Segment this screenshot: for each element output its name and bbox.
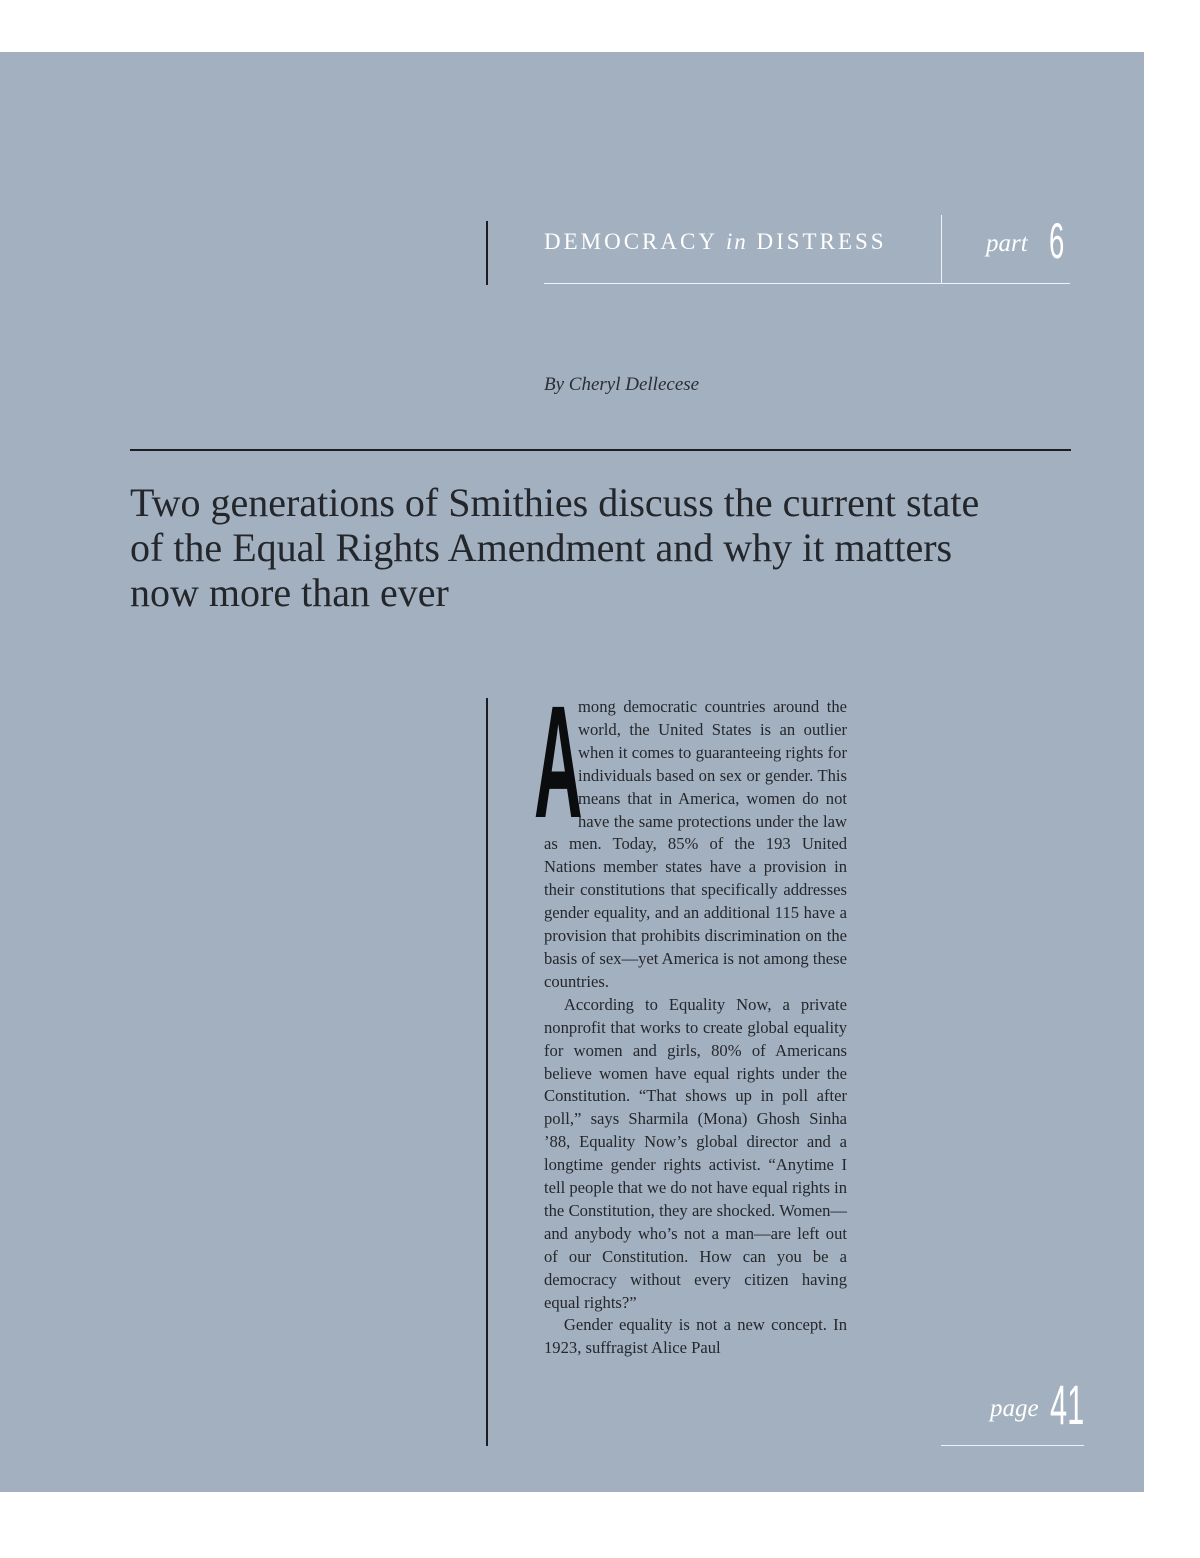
- part-divider: [941, 215, 942, 283]
- headline: Two generations of Smithies discuss the current state of the Equal Rights Amendment and why it matters now more than ever: [130, 480, 980, 615]
- paragraph-1-text: mong democratic countries around the world, the United States is an outlier when it comes to guaranteeing rights for individuals based on sex or gender. This means that in America, women do not have the same protections under the law as men. Today, 85% of the 193 United Nations member states have a provision in their constitutions that specifically addresses gender equality, and an additional 115 have a provision that prohibits discrimination on the basis of sex—yet America is not among these countries.: [544, 697, 847, 991]
- section-title: [544, 229, 887, 255]
- drop-cap: A: [534, 672, 583, 851]
- page-number-underline: [941, 1445, 1084, 1446]
- header-underline: [544, 283, 1070, 284]
- body-paragraph-3: Gender equality is not a new concept. In 1923, suffragist Alice Paul: [544, 1315, 847, 1358]
- part-label: part: [986, 230, 1028, 257]
- byline: By Cheryl Dellecese: [544, 374, 700, 395]
- article-body: [534, 672, 847, 1360]
- section-title-word-2: DISTRESS: [756, 229, 887, 254]
- page-number: 41: [1050, 1373, 1085, 1436]
- body-paragraph-2: According to Equality Now, a private nonprofit that works to create global equality for women and girls, 80% of Americans believe women have equal rights under the Constitution. “That shows up in poll after poll,” says Sharmila (Mona) Ghosh Sinha ’88, Equality Now’s global director and a longtime gender rights activist. “Anytime I tell people that we do not have equal rights in the Constitution, they are shocked. Women—and anybody who’s not a man—are left out of our Constitution. How can you be a democracy without every citizen having equal rights?”: [544, 994, 847, 1312]
- body-paragraph-1: [534, 672, 847, 994]
- header-vertical-rule: [486, 221, 488, 285]
- body-vertical-rule: [486, 698, 488, 1446]
- section-title-word-1: DEMOCRACY: [544, 229, 718, 254]
- headline-rule: [130, 449, 1071, 451]
- part-number: 6: [1049, 213, 1065, 269]
- section-title-connector: in: [725, 229, 748, 254]
- page-label: page: [990, 1395, 1039, 1422]
